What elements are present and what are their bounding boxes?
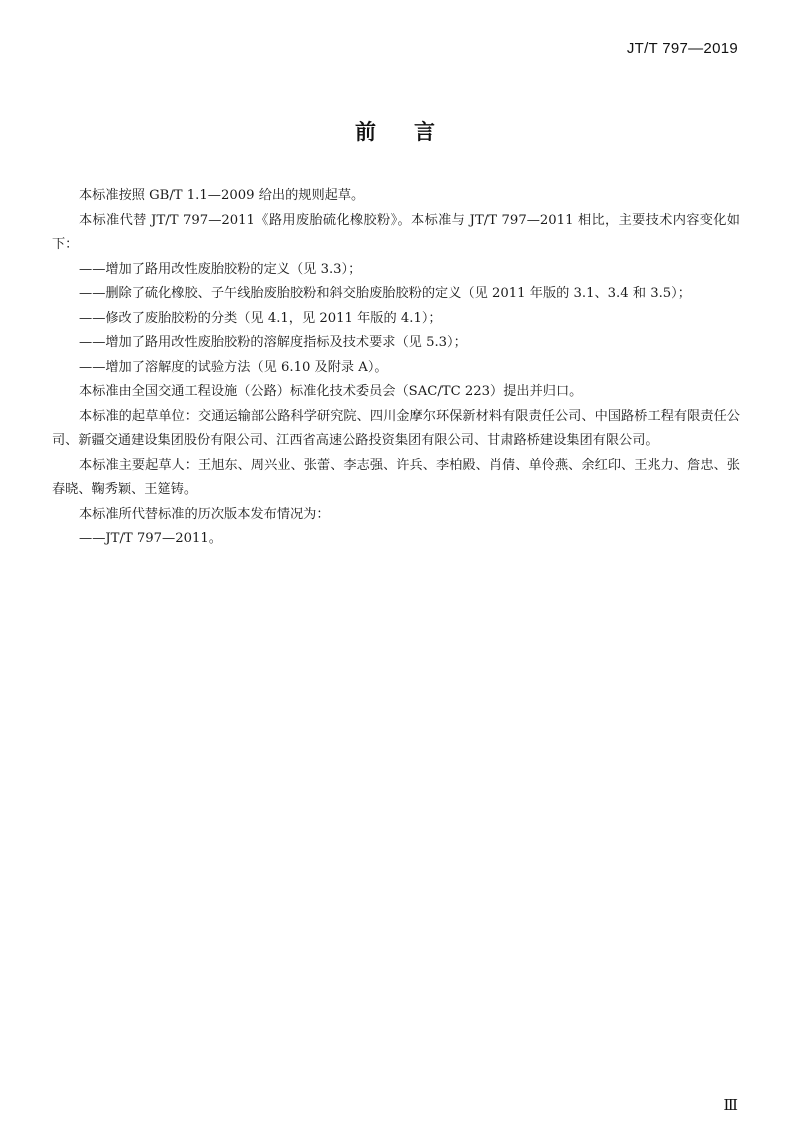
change-item: ——修改了废胎胶粉的分类（见 4.1，见 2011 年版的 4.1）；	[79, 310, 442, 326]
standard-number: JT/T 797—2019	[626, 40, 738, 57]
paragraph-replacement: 本标准代替 JT/T 797—2011《路用废胎硫化橡胶粉》。本标准与 JT/T 797—2011 相比，主要技术内容变化如下：	[52, 212, 740, 252]
change-item: ——增加了溶解度的试验方法（见 6.10 及附录 A）。	[79, 359, 388, 375]
paragraph-drafting-units: 本标准的起草单位：交通运输部公路科学研究院、四川金摩尔环保新材料有限责任公司、中国路桥工程有限责任公司、新疆交通建设集团股份有限公司、江西省高速公路投资集团有限公司、甘肃路桥建设集团有限公司。	[52, 408, 740, 448]
change-item: ——删除了硫化橡胶、子午线胎废胎胶粉和斜交胎废胎胶粉的定义（见 2011 年版的 3.1、3.4 和 3.5）；	[79, 286, 691, 301]
paragraph-drafting-rules: 本标准按照 GB/T 1.1—2009 给出的规则起草。	[79, 188, 365, 203]
paragraph-proposer: 本标准由全国交通工程设施（公路）标准化技术委员会（SAC/TC 223）提出并归口。	[79, 384, 583, 399]
page-title: 前言	[355, 120, 473, 144]
page-number: Ⅲ	[723, 1098, 738, 1114]
history-item: ——JT/T 797—2011。	[79, 531, 222, 546]
change-item: ——增加了路用改性废胎胶粉的溶解度指标及技术要求（见 5.3）；	[79, 335, 467, 350]
foreword-body	[52, 184, 740, 552]
paragraph-drafters: 本标准主要起草人：王旭东、周兴业、张蕾、李志强、许兵、李柏殿、肖倩、单伶燕、余红印、王兆力、詹忠、张春晓、鞠秀颖、王筵铸。	[52, 457, 740, 497]
change-item: ——增加了路用改性废胎胶粉的定义（见 3.3）；	[79, 261, 362, 277]
paragraph-version-history: 本标准所代替标准的历次版本发布情况为：	[79, 506, 330, 522]
